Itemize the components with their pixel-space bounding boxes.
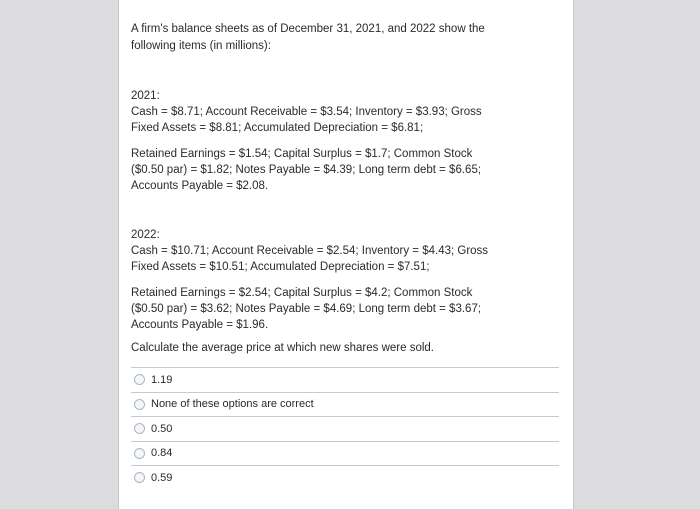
liab-line-1: Retained Earnings = $2.54; Capital Surplus = $4.2; Common Stock: [131, 287, 473, 299]
question-prompt: Calculate the average price at which new shares were sold.: [131, 342, 434, 354]
liab-line-2: ($0.50 par) = $1.82; Notes Payable = $4.39; Long term debt = $6.65;: [131, 164, 482, 176]
assets-line-2: Fixed Assets = $8.81; Accumulated Depreciation = $6.81;: [131, 122, 424, 134]
radio-button-icon[interactable]: [134, 399, 145, 410]
assets-line-2: Fixed Assets = $10.51; Accumulated Depreciation = $7.51;: [131, 261, 430, 273]
radio-button-icon[interactable]: [134, 472, 145, 483]
liab-line-1: Retained Earnings = $1.54; Capital Surplus = $1.7; Common Stock: [131, 148, 473, 160]
year-2021-liabilities: [131, 146, 561, 194]
option-label: None of these options are correct: [151, 398, 314, 411]
option-label: 0.50: [151, 422, 173, 435]
assets-line-1: Cash = $10.71; Account Receivable = $2.54; Inventory = $4.43; Gross: [131, 245, 489, 257]
radio-button-icon[interactable]: [134, 448, 145, 459]
answer-options: [131, 367, 559, 490]
liab-line-3: Accounts Payable = $2.08.: [131, 180, 269, 192]
year-2022-assets: [131, 243, 561, 275]
option-2[interactable]: [131, 392, 559, 417]
option-label: 1.19: [151, 373, 173, 386]
option-4[interactable]: [131, 441, 559, 466]
option-label: 0.59: [151, 471, 173, 484]
option-1[interactable]: [131, 367, 559, 392]
assets-line-1: Cash = $8.71; Account Receivable = $3.54; Inventory = $3.93; Gross: [131, 106, 482, 118]
liab-line-2: ($0.50 par) = $3.62; Notes Payable = $4.69; Long term debt = $3.67;: [131, 303, 482, 315]
intro-line-2: following items (in millions):: [131, 40, 271, 52]
option-label: 0.84: [151, 447, 173, 460]
year-2022-liabilities: [131, 285, 561, 333]
option-5[interactable]: [131, 465, 559, 490]
year-2021-label: 2021:: [131, 90, 160, 102]
radio-button-icon[interactable]: [134, 374, 145, 385]
radio-button-icon[interactable]: [134, 423, 145, 434]
option-3[interactable]: [131, 416, 559, 441]
question-card: [118, 0, 574, 509]
liab-line-3: Accounts Payable = $1.96.: [131, 319, 269, 331]
intro-line-1: A firm's balance sheets as of December 31, 2021, and 2022 show the: [131, 23, 485, 35]
question-intro: [131, 21, 531, 55]
year-2022-label: 2022:: [131, 229, 160, 241]
year-2021-assets: [131, 104, 561, 136]
